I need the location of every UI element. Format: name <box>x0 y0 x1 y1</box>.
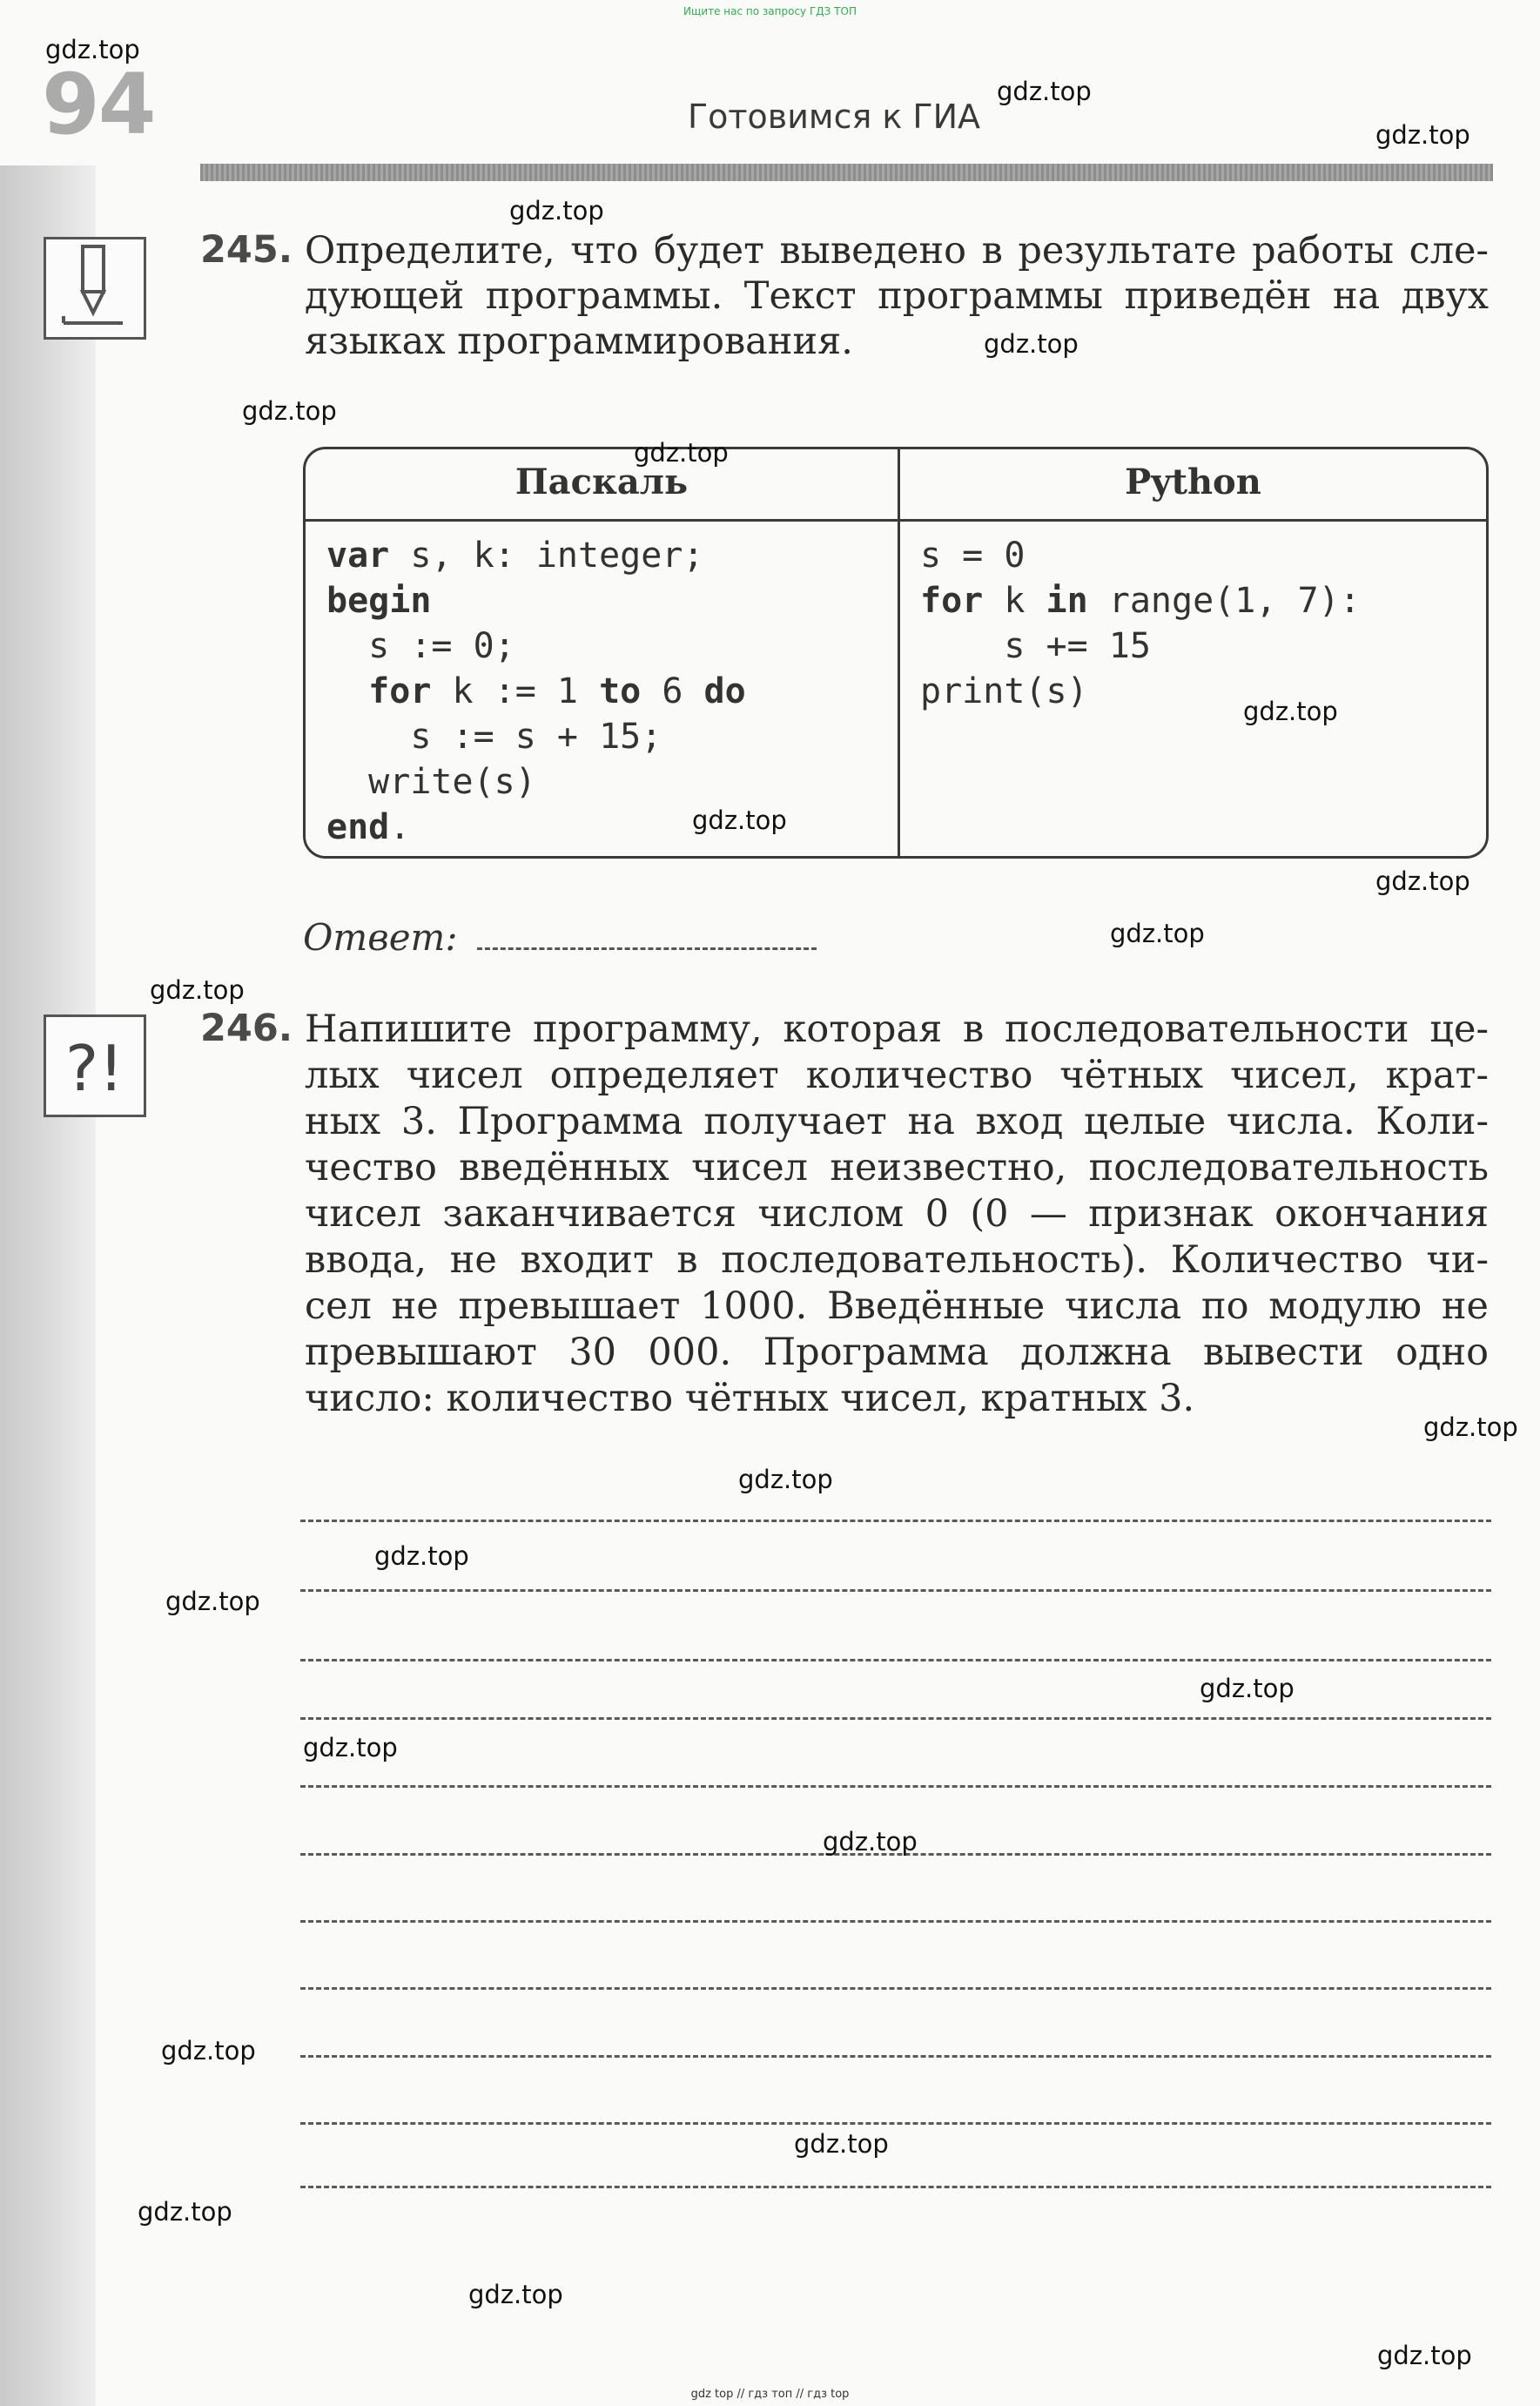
answer-writing-line[interactable] <box>300 1659 1491 1661</box>
exclamation-question-icon <box>44 1014 146 1117</box>
watermark: gdz.top <box>1200 1674 1295 1703</box>
task-246-line: превышают 30 000. Программа должна вывести одно <box>305 1331 1489 1374</box>
watermark: gdz.top <box>634 438 729 468</box>
pencil-icon <box>44 237 146 340</box>
header-title: Готовимся к ГИА <box>688 98 981 136</box>
python-header: Python <box>1125 462 1261 502</box>
svg-text:?!: ?! <box>65 1032 124 1105</box>
watermark: gdz.top <box>692 805 787 835</box>
answer-writing-line[interactable] <box>300 1920 1491 1923</box>
watermark: gdz.top <box>468 2280 563 2309</box>
bottom-note: gdz top // гдз топ // гдз top <box>690 2388 850 2401</box>
answer-writing-line[interactable] <box>300 1987 1491 1990</box>
answer-writing-line[interactable] <box>300 1717 1491 1720</box>
table-divider <box>898 449 900 856</box>
pascal-code-line: begin <box>326 581 432 621</box>
task-246-line: Напишите программу, которая в последовательности це- <box>305 1008 1489 1051</box>
python-code-line: print(s) <box>920 671 1088 711</box>
left-margin-band <box>0 165 96 2406</box>
python-code-line: s = 0 <box>920 536 1026 576</box>
watermark: gdz.top <box>1377 2341 1472 2370</box>
watermark: gdz.top <box>45 35 140 64</box>
watermark: gdz.top <box>138 2197 232 2227</box>
pascal-code-line: s := 0; <box>326 626 515 666</box>
pascal-code-line: end. <box>326 807 411 847</box>
python-code-line: s += 15 <box>920 626 1151 666</box>
task-246-line: чисел заканчивается числом 0 (0 — признак окончания <box>305 1192 1489 1236</box>
answer-writing-line[interactable] <box>300 1520 1491 1522</box>
answer-input-line[interactable] <box>477 947 817 950</box>
answer-writing-line[interactable] <box>300 2186 1491 2188</box>
watermark: gdz.top <box>374 1541 469 1571</box>
top-search-note: Ищите нас по запросу ГДЗ ТОП <box>683 5 857 17</box>
pascal-code-line: for k := 1 to 6 do <box>368 671 746 711</box>
python-code-line: for k in range(1, 7): <box>920 581 1361 621</box>
answer-writing-line[interactable] <box>300 1589 1491 1592</box>
answer-writing-line[interactable] <box>300 2055 1491 2058</box>
watermark: gdz.top <box>509 196 604 226</box>
watermark: gdz.top <box>823 1827 918 1857</box>
pascal-code-line: s := s + 15; <box>326 717 662 757</box>
task-246-line: чество введённых чисел неизвестно, последовательность <box>305 1146 1489 1190</box>
task-245-line: языках программирования. <box>305 320 853 363</box>
watermark: gdz.top <box>242 396 337 426</box>
watermark: gdz.top <box>1110 919 1205 948</box>
answer-writing-line[interactable] <box>300 1785 1491 1788</box>
page-number: 94 <box>42 56 155 153</box>
watermark: gdz.top <box>161 2036 256 2066</box>
task-246-line: сел не превышает 1000. Введённые числа по модулю не <box>305 1284 1489 1328</box>
task-246-number: 246. <box>200 1007 293 1050</box>
header-rule <box>200 164 1493 181</box>
watermark: gdz.top <box>984 329 1079 359</box>
task-246-line: ных 3. Программа получает на вход целые числа. Коли- <box>305 1100 1489 1143</box>
pascal-header: Паскаль <box>514 462 689 502</box>
answer-writing-line[interactable] <box>300 2122 1491 2125</box>
pascal-code-line: write(s) <box>326 762 536 802</box>
task-246-line: лых чисел определяет количество чётных чисел, крат- <box>305 1054 1489 1097</box>
task-245-line: дующей программы. Текст программы приведён на двух <box>305 274 1489 318</box>
watermark: gdz.top <box>1243 697 1338 726</box>
watermark: gdz.top <box>997 77 1092 106</box>
table-header-rule <box>306 519 1486 522</box>
task-245-number: 245. <box>200 228 293 272</box>
watermark: gdz.top <box>165 1587 260 1616</box>
watermark: gdz.top <box>1423 1412 1518 1442</box>
answer-label: Ответ: <box>303 916 458 959</box>
watermark: gdz.top <box>794 2129 889 2159</box>
watermark: gdz.top <box>1375 120 1470 150</box>
watermark: gdz.top <box>1375 866 1470 896</box>
watermark: gdz.top <box>303 1733 398 1762</box>
task-246-line: ввода, не входит в последовательность). Количество чи- <box>305 1238 1489 1282</box>
watermark: gdz.top <box>738 1465 833 1494</box>
code-table <box>303 447 1489 859</box>
pascal-code-line: var s, k: integer; <box>326 536 704 576</box>
task-246-line: число: количество чётных чисел, кратных 3. <box>305 1377 1195 1420</box>
task-245-line: Определите, что будет выведено в результате работы сле- <box>305 229 1489 273</box>
watermark: gdz.top <box>150 975 245 1005</box>
